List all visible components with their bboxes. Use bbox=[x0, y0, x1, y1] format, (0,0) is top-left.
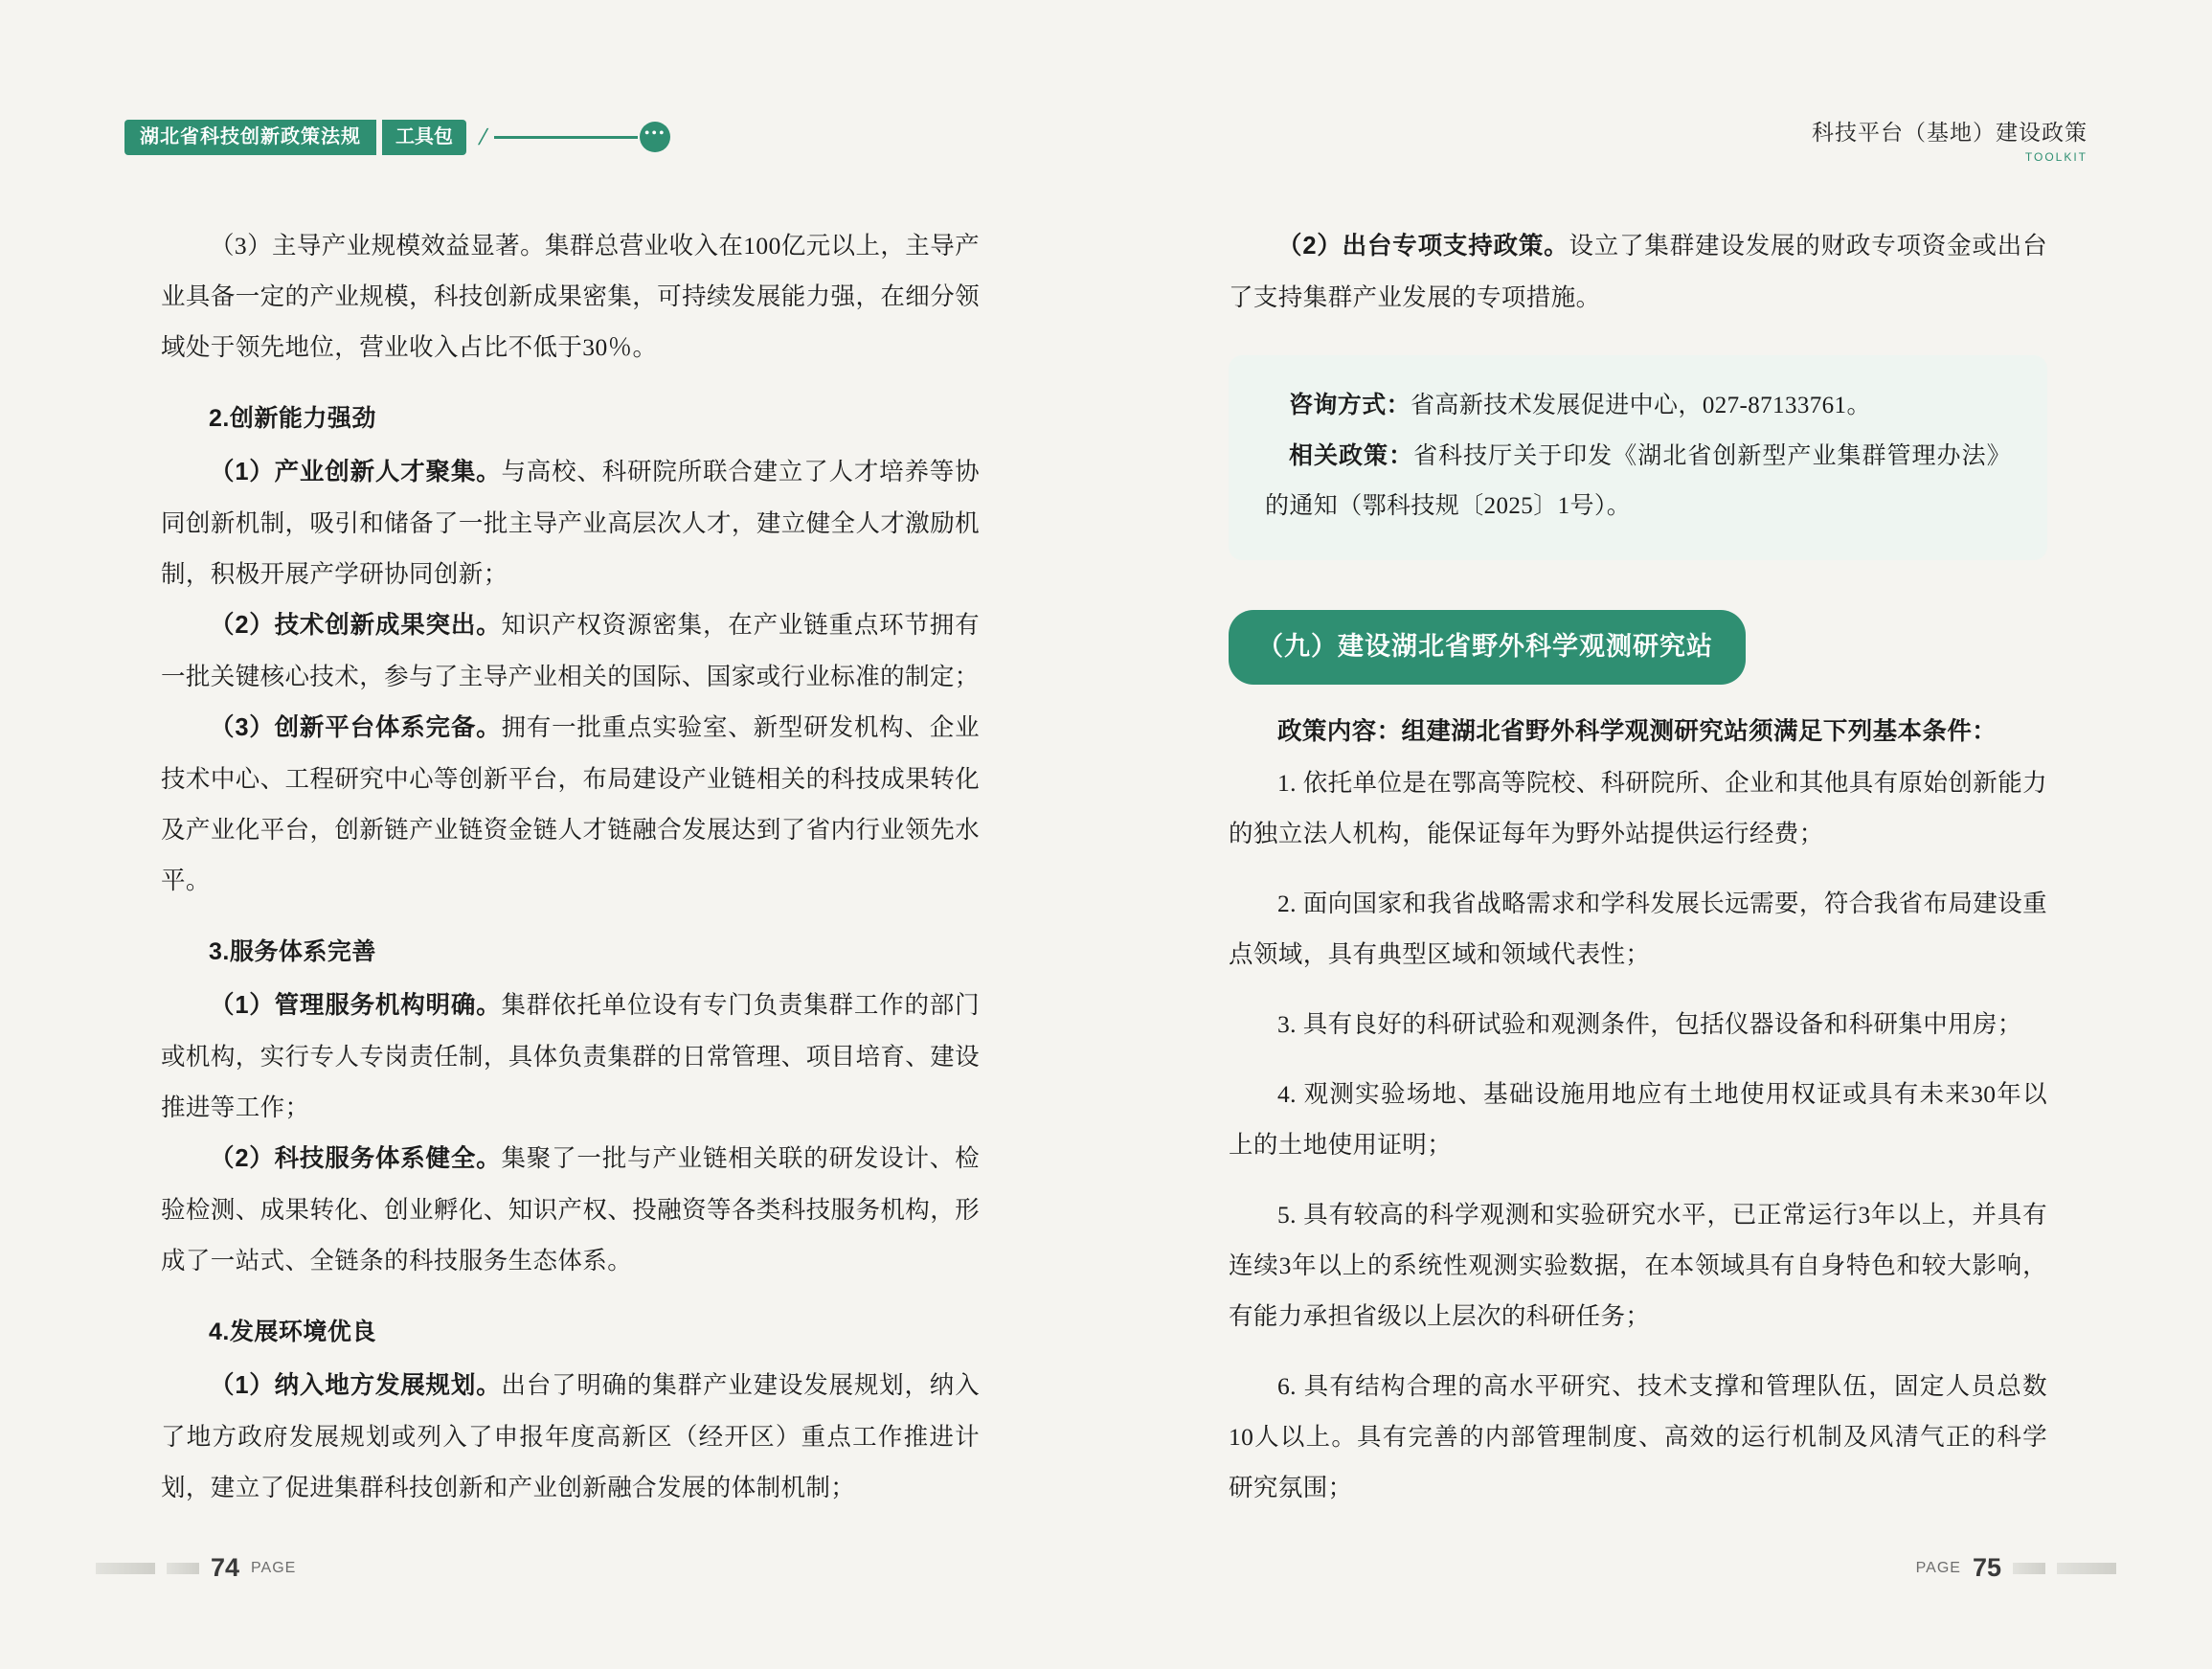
header-section-title: 科技平台（基地）建设政策 bbox=[1812, 120, 2088, 145]
paragraph bbox=[1229, 220, 2047, 323]
dots-icon: ••• bbox=[640, 122, 670, 152]
page-label: PAGE bbox=[251, 1559, 297, 1576]
list-item: 2. 面向国家和我省战略需求和学科发展长远需要，符合我省布局建设重点领域，具有典型区域和领域代表性； bbox=[1229, 890, 2047, 968]
paragraph-lead: （3）创新平台体系完备。 bbox=[210, 714, 502, 741]
brand-tag: 工具包 bbox=[382, 120, 466, 155]
policy-label: 政策内容： bbox=[1277, 718, 1402, 745]
spacer bbox=[1229, 1049, 2047, 1069]
paragraph-body: 拥有一批重点实验室、新型研发机构、企业技术中心、工程研究中心等创新平台，布局建设产业链相关的科技成果转化及产业化平台，创新链产业链资金链人才链融合发展达到了省内行业领先水平。 bbox=[161, 713, 980, 894]
footer-left bbox=[96, 1553, 296, 1583]
paragraph bbox=[161, 599, 980, 702]
paragraph bbox=[161, 1133, 980, 1286]
paragraph-lead: （2）出台专项支持政策。 bbox=[1277, 233, 1569, 259]
heading-environment: 4.发展环境优良 bbox=[209, 1319, 376, 1345]
footer-bar bbox=[2013, 1563, 2045, 1574]
list-item: 4. 观测实验场地、基础设施用地应有土地使用权证或具有未来30年以上的土地使用证明； bbox=[1229, 1080, 2047, 1159]
paragraph-lead: （1）产业创新人才聚集。 bbox=[210, 459, 502, 485]
paragraph-body: 出台了明确的集群产业建设发展规划，纳入了地方政府发展规划或列入了申报年度高新区（经开区）重点工作推进计划，建立了促进集群科技创新和产业创新融合发展的体制机制； bbox=[161, 1371, 980, 1501]
header-right bbox=[1812, 115, 2088, 164]
brand-title: 湖北省科技创新政策法规 bbox=[124, 120, 376, 155]
policy-paragraph bbox=[1229, 706, 2047, 757]
brand-block bbox=[124, 115, 670, 159]
paragraph bbox=[161, 446, 980, 599]
footer-bar bbox=[96, 1563, 155, 1574]
left-column bbox=[161, 220, 980, 1513]
page-label: PAGE bbox=[1915, 1559, 1961, 1576]
list-item: 6. 具有结构合理的高水平研究、技术支撑和管理队伍，固定人员总数10人以上。具有完善的内部管理制度、高效的运行机制及风清气正的科学研究氛围； bbox=[1229, 1372, 2047, 1501]
spacer bbox=[1229, 980, 2047, 999]
page-header bbox=[0, 115, 2212, 172]
page-number: 75 bbox=[1972, 1553, 2001, 1582]
paragraph bbox=[161, 702, 980, 906]
paragraph-body: 知识产权资源密集，在产业链重点环节拥有一批关键核心技术，参与了主导产业相关的国际、国家或行业标准的制定； bbox=[161, 611, 980, 690]
footer-bar bbox=[167, 1563, 199, 1574]
paragraph-lead: （2）技术创新成果突出。 bbox=[210, 612, 502, 639]
paragraph-body: 设立了集群建设发展的财政专项资金或出台了支持集群产业发展的专项措施。 bbox=[1229, 232, 2047, 311]
list-item: 5. 具有较高的科学观测和实验研究水平，已正常运行3年以上，并具有连续3年以上的系统性观测实验数据，在本领域具有自身特色和较大影响，有能力承担省级以上层次的科研任务； bbox=[1229, 1201, 2047, 1330]
footer-bar bbox=[2057, 1563, 2116, 1574]
callout-label: 相关政策： bbox=[1289, 442, 1414, 469]
paragraph-lead: （1）管理服务机构明确。 bbox=[210, 992, 502, 1019]
callout-value: 省科技厅关于印发《湖北省创新型产业集群管理办法》的通知（鄂科技规〔2025〕1号）。 bbox=[1265, 443, 2011, 519]
paragraph: （3）主导产业规模效益显著。集群总营业收入在100亿元以上，主导产业具备一定的产业规模，科技创新成果密集，可持续发展能力强，在细分领域处于领先地位，营业收入占比不低于30％。 bbox=[161, 232, 980, 361]
paragraph-body: 集聚了一批与产业链相关联的研发设计、检验检测、成果转化、创业孵化、知识产权、投融资等各类科技服务机构，形成了一站式、全链条的科技服务生态体系。 bbox=[161, 1144, 980, 1274]
list-item: 3. 具有良好的科研试验和观测条件，包括仪器设备和科研集中用房； bbox=[1277, 1010, 2022, 1038]
list-item: 1. 依托单位是在鄂高等院校、科研院所、企业和其他具有原始创新能力的独立法人机构，能保证每年为野外站提供运行经费； bbox=[1229, 769, 2047, 847]
paragraph bbox=[161, 1360, 980, 1513]
right-column bbox=[1229, 220, 2047, 1513]
callout-line bbox=[1265, 380, 2011, 431]
header-subtitle: TOOLKIT bbox=[2024, 150, 2088, 164]
paragraph-lead: （1）纳入地方发展规划。 bbox=[210, 1372, 502, 1399]
section-title-badge: （九）建设湖北省野外科学观测研究站 bbox=[1229, 610, 1746, 685]
footer-right bbox=[1916, 1553, 2116, 1583]
spacer bbox=[1229, 1342, 2047, 1361]
spacer bbox=[1229, 859, 2047, 878]
paragraph-body: 与高校、科研院所联合建立了人才培养等协同创新机制，吸引和储备了一批主导产业高层次人才，建立健全人才激励机制，积极开展产学研协同创新； bbox=[161, 458, 980, 588]
rule-line bbox=[494, 136, 638, 139]
spacer bbox=[1229, 1170, 2047, 1189]
paragraph-body: 集群依托单位设有专门负责集群工作的部门或机构，实行专人专岗责任制，具体负责集群的日常管理、项目培育、建设推进等工作； bbox=[161, 991, 980, 1121]
callout-line bbox=[1265, 431, 2011, 531]
heading-innovation: 2.创新能力强劲 bbox=[209, 405, 376, 432]
heading-service: 3.服务体系完善 bbox=[209, 938, 376, 965]
callout-label: 咨询方式： bbox=[1289, 392, 1411, 418]
page-number: 74 bbox=[211, 1553, 240, 1582]
callout-value: 省高新技术发展促进中心，027-87133761。 bbox=[1411, 393, 1871, 418]
slash-icon: / bbox=[477, 123, 490, 150]
paragraph-lead: （2）科技服务体系健全。 bbox=[210, 1145, 502, 1172]
policy-text: 组建湖北省野外科学观测研究站须满足下列基本条件： bbox=[1401, 718, 1998, 745]
info-callout bbox=[1229, 355, 2047, 560]
paragraph bbox=[161, 980, 980, 1133]
